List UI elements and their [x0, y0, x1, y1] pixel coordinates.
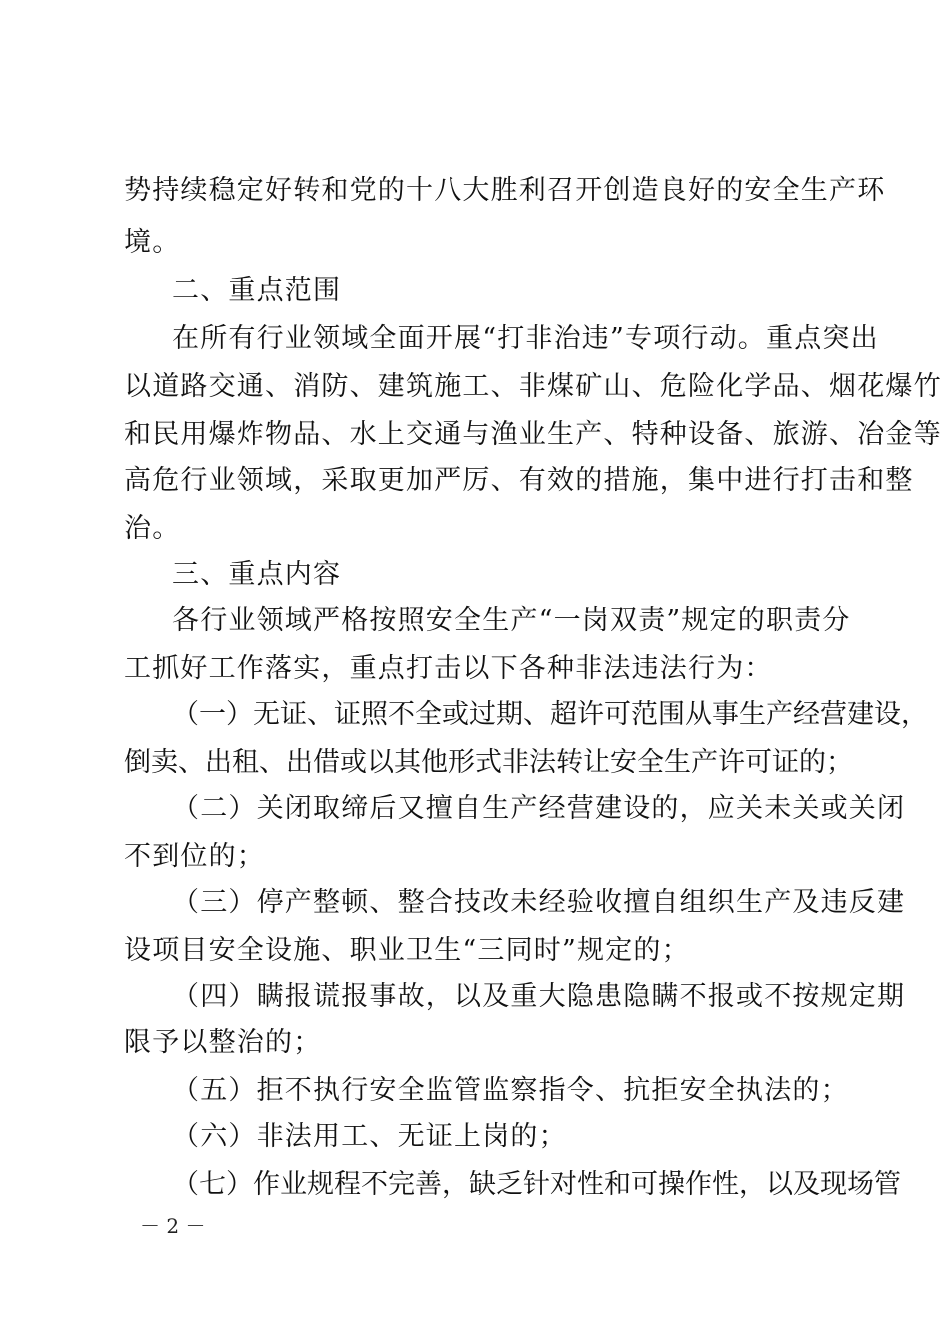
text-line: 高危行业领域，采取更加严厉、有效的措施，集中进行打击和整 — [124, 465, 914, 496]
text-line: 各行业领域严格按照安全生产“一岗双责”规定的职责分 — [172, 605, 851, 636]
list-item: （三）停产整顿、整合技改未经验收擅自组织生产及违反建 — [172, 887, 906, 918]
section-heading: 二、重点范围 — [172, 275, 342, 306]
list-item: （二）关闭取缔后又擅自生产经营建设的，应关未关或关闭 — [172, 793, 906, 824]
list-item: （六）非法用工、无证上岗的； — [172, 1121, 567, 1152]
list-item: （四）瞒报谎报事故，以及重大隐患隐瞒不报或不按规定期 — [172, 981, 906, 1012]
text-line: 境。 — [124, 227, 181, 258]
text-line: 限予以整治的； — [124, 1027, 322, 1058]
text-line: 倒卖、出租、出借或以其他形式非法转让安全生产许可证的； — [124, 747, 853, 778]
text-line: 工抓好工作落实，重点打击以下各种非法违法行为： — [124, 653, 773, 684]
list-item: （一）无证、证照不全或过期、超许可范围从事生产经营建设， — [172, 699, 928, 730]
page-number: － 2 － — [140, 1214, 206, 1238]
list-item: （五）拒不执行安全监管监察指令、抗拒安全执法的； — [172, 1075, 849, 1106]
text-line: 以道路交通、消防、建筑施工、非煤矿山、危险化学品、烟花爆竹 — [124, 371, 942, 402]
text-line: 势持续稳定好转和党的十八大胜利召开创造良好的安全生产环 — [124, 175, 886, 206]
section-heading: 三、重点内容 — [172, 559, 342, 590]
list-item: （七）作业规程不完善，缺乏针对性和可操作性，以及现场管 — [172, 1169, 901, 1200]
text-line: 治。 — [124, 513, 181, 544]
text-line: 设项目安全设施、职业卫生“三同时”规定的； — [124, 935, 690, 966]
text-line: 在所有行业领域全面开展“打非治违”专项行动。重点突出 — [172, 323, 879, 354]
text-line: 不到位的； — [124, 841, 265, 872]
text-line: 和民用爆炸物品、水上交通与渔业生产、特种设备、旅游、冶金等 — [124, 419, 942, 450]
